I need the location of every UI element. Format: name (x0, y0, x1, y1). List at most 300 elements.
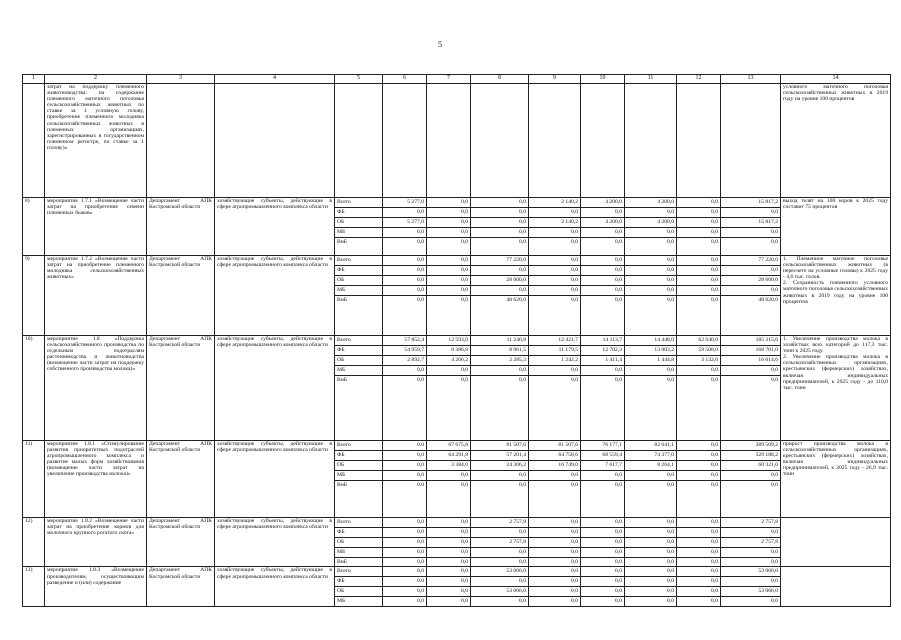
amount-value: 0,0 (427, 518, 470, 528)
amount-column (529, 567, 581, 607)
amount-column (529, 518, 581, 567)
amount-column (677, 518, 721, 567)
amount-value: 0,0 (721, 286, 780, 296)
amount-value: 0,0 (625, 256, 676, 266)
amount-column (529, 256, 581, 336)
amount-column (427, 567, 471, 607)
amount-value: 1 411,4 (581, 356, 624, 366)
amount-value: 5 277,0 (383, 198, 426, 208)
amount-value: 0,0 (771, 481, 778, 488)
amount-value: 0,0 (615, 598, 622, 605)
amount-value: 0,0 (711, 238, 718, 245)
amount-value: 53 066,0 (721, 587, 780, 597)
amount-value: 0,0 (571, 598, 578, 605)
amount-column (721, 256, 781, 336)
amount-column (625, 441, 677, 518)
amount-column (721, 84, 781, 198)
amount-column (581, 256, 625, 336)
amount-value: 0,0 (677, 208, 720, 218)
amount-value: 0,0 (383, 528, 426, 538)
amount-value: 0,0 (625, 266, 676, 276)
amount-column (721, 441, 781, 518)
amount-value: 0,0 (529, 518, 580, 528)
funding-source: ОБ (335, 276, 382, 286)
expected-result: условного маточного поголовья сельскохозяйственных животных в 2019 году на уровне 100 процентов (781, 84, 891, 198)
funding-source: ВнБ (337, 481, 347, 488)
amount-value: 28 600,0 (721, 276, 780, 286)
amount-value: 0,0 (529, 228, 580, 238)
amount-column (529, 441, 581, 518)
amount-value: 0,0 (771, 376, 778, 383)
amount-value: 0,0 (529, 538, 580, 548)
amount-value: 0,0 (417, 558, 424, 565)
amount-value: 0,0 (677, 518, 720, 528)
row-number: 11) (23, 441, 45, 518)
amount-column (721, 198, 781, 256)
amount-value: 0,0 (519, 481, 526, 488)
amount-value: 0,0 (383, 548, 426, 558)
amount-value: 0,0 (471, 548, 528, 558)
amount-value: 0,0 (677, 228, 720, 238)
amount-value: 0,0 (677, 451, 720, 461)
amount-column (471, 336, 529, 441)
measure-name: мероприятие 1.7.1 «Возмещение части затрат на приобретение семени племенных быков» (45, 198, 147, 256)
amount-value: 0,0 (529, 256, 580, 266)
recipients: хозяйствующие субъекты, действующие в сфере агропромышленного комплекса области (215, 198, 335, 256)
amount-value: 0,0 (677, 286, 720, 296)
funding-sources (335, 441, 383, 518)
amount-value: 0,0 (677, 266, 720, 276)
funding-source: Всего (335, 441, 382, 451)
funding-source: ОБ (335, 218, 382, 228)
amount-column (677, 336, 721, 441)
funding-source: Всего (335, 518, 382, 528)
amount-value: 0,0 (677, 218, 720, 228)
amount-value: 0,0 (711, 558, 718, 565)
header-cell: 10 (581, 75, 625, 84)
amount-value: 0,0 (471, 528, 528, 538)
amount-value: 74 377,0 (625, 451, 676, 461)
amount-value: 0,0 (427, 256, 470, 266)
amount-value: 11 246,8 (471, 336, 528, 346)
header-cell: 9 (529, 75, 581, 84)
amount-value: 0,0 (667, 376, 674, 383)
amount-value: 8 961,5 (471, 346, 528, 356)
amount-value: 0,0 (383, 441, 426, 451)
recipients: хозяйствующие субъекты, действующие в сфере агропромышленного комплекса области (215, 441, 335, 518)
funding-source: Всего (335, 256, 382, 266)
amount-column (427, 336, 471, 441)
amount-value: 0,0 (711, 481, 718, 488)
funding-source: ОБ (335, 461, 382, 471)
amount-column (581, 84, 625, 198)
amount-value: 0,0 (771, 238, 778, 245)
row-number: 10) (23, 336, 45, 441)
header-cell: 2 (45, 75, 147, 84)
amount-value: 0,0 (383, 538, 426, 548)
expected-result: прирост производства молока в сельскохозяйственных организациях, крестьянских (фермерских) хозяйствах, включая индивидуальных предпринимателей, к 2025 году - 26,9 тыс. тонн (781, 441, 891, 518)
amount-value: 0,0 (383, 286, 426, 296)
amount-value: 0,0 (471, 471, 528, 481)
funding-sources (335, 256, 383, 336)
amount-value: 4 200,0 (625, 218, 676, 228)
amount-value: 0,0 (383, 518, 426, 528)
amount-value: 0,0 (471, 286, 528, 296)
amount-value: 0,0 (427, 266, 470, 276)
amount-column (383, 336, 427, 441)
header-cell: 7 (427, 75, 471, 84)
amount-column (529, 198, 581, 256)
amount-value: 2 140,2 (529, 218, 580, 228)
amount-value: 185 315,6 (721, 336, 780, 346)
amount-value: 53 066,0 (471, 587, 528, 597)
amount-value: 0,0 (383, 461, 426, 471)
amount-value: 0,0 (471, 577, 528, 587)
amount-value: 0,0 (427, 471, 470, 481)
amount-value: 0,0 (427, 286, 470, 296)
amount-value: 8 386,8 (427, 346, 470, 356)
amount-value: 0,0 (677, 276, 720, 286)
amount-column (471, 518, 529, 567)
amount-value: 14 448,0 (625, 336, 676, 346)
amount-value: 16 614,6 (721, 356, 780, 366)
amount-value: 0,0 (427, 276, 470, 286)
recipients: хозяйствующие субъекты, действующие в сфере агропромышленного комплекса области (215, 336, 335, 441)
amount-value: 0,0 (427, 587, 470, 597)
table-row (23, 441, 891, 518)
amount-column (427, 84, 471, 198)
amount-value: 1 444,8 (625, 356, 676, 366)
amount-column (427, 518, 471, 567)
amount-value: 2 757,8 (721, 538, 780, 548)
amount-value: 0,0 (625, 538, 676, 548)
amount-value: 0,0 (667, 481, 674, 488)
table-row (23, 198, 891, 256)
amount-value: 0,0 (417, 296, 424, 303)
row-number: 8) (23, 198, 45, 256)
amount-value: 24 306,2 (471, 461, 528, 471)
header-cell: 1 (23, 75, 45, 84)
amount-value: 0,0 (625, 471, 676, 481)
amount-value: 0,0 (581, 538, 624, 548)
amount-value: 0,0 (677, 256, 720, 266)
amount-column (471, 84, 529, 198)
amount-value: 0,0 (471, 208, 528, 218)
amount-value: 0,0 (615, 376, 622, 383)
amount-column (625, 84, 677, 198)
amount-value: 0,0 (571, 238, 578, 245)
amount-column (625, 518, 677, 567)
recipients: хозяйствующие субъекты, действующие в сфере агропромышленного комплекса области (215, 518, 335, 567)
amount-value: 1 242,2 (529, 356, 580, 366)
amount-value: 0,0 (721, 548, 780, 558)
amount-value: 0,0 (581, 266, 624, 276)
amount-value: 0,0 (417, 598, 424, 605)
amount-column (677, 84, 721, 198)
header-cell: 4 (215, 75, 335, 84)
amount-value: 329 188,2 (721, 451, 780, 461)
amount-value: 0,0 (519, 238, 526, 245)
funding-sources (335, 84, 383, 198)
amount-value: 0,0 (581, 286, 624, 296)
amount-value: 0,0 (417, 238, 424, 245)
amount-value: 0,0 (417, 376, 424, 383)
amount-value: 0,0 (625, 276, 676, 286)
funding-source: МБ (335, 548, 382, 558)
amount-value: 0,0 (461, 598, 468, 605)
amount-column (427, 198, 471, 256)
measure-name: мероприятие 1.8 «Поддержка сельскохозяйственного производства по отдельным подотраслям растениеводства и животноводства (возмещение части затрат на поддержку собственного производства молока)» (45, 336, 147, 441)
amount-value: 14 113,7 (581, 336, 624, 346)
amount-value: 12 421,7 (529, 336, 580, 346)
amount-value: 0,0 (383, 587, 426, 597)
amount-column (471, 567, 529, 607)
amount-column (529, 84, 581, 198)
amount-column (529, 336, 581, 441)
executor (147, 84, 215, 198)
funding-source: ВнБ (337, 558, 347, 565)
amount-value: 0,0 (471, 266, 528, 276)
executor: Департамент АПК Костромской области (147, 198, 215, 256)
amount-value: 0,0 (677, 548, 720, 558)
amount-value: 2 757,8 (721, 518, 780, 528)
header-cell: 3 (147, 75, 215, 84)
program-table (22, 74, 891, 607)
amount-column (625, 256, 677, 336)
amount-value: 0,0 (677, 567, 720, 577)
executor: Департамент АПК Костромской области (147, 336, 215, 441)
amount-value: 0,0 (625, 286, 676, 296)
amount-value: 12 593,0 (427, 336, 470, 346)
expected-result: 1. Племенное маточное поголовье сельскохозяйственных животных (в пересчете на условные головы) к 2025 году - 4,6 тыс. голов. 2. Сохранность племенного условного маточного поголовья сельскохозяйственных животных в 2019 году на уровне 100 процентов (781, 256, 891, 336)
expected-result: 1. Увеличение производства молока в хозяйствах всех категорий до 117,3 тыс. тонн к 2025 году. 2. Увеличение производства молока в сельскохозяйственных организациях, крестьянских (фермерских) хозяйствах, включая индивидуальных предпринимателей, к 2025 году - до 110,0 тыс. тонн (781, 336, 891, 441)
amount-value: 0,0 (721, 228, 780, 238)
funding-source: Всего (335, 336, 382, 346)
amount-value: 0,0 (625, 577, 676, 587)
amount-value: 0,0 (427, 198, 470, 208)
amount-column (383, 198, 427, 256)
amount-column (625, 567, 677, 607)
amount-value: 0,0 (383, 577, 426, 587)
amount-value: 0,0 (677, 538, 720, 548)
funding-sources (335, 336, 383, 441)
amount-value: 0,0 (383, 567, 426, 577)
funding-sources (335, 518, 383, 567)
amount-value: 0,0 (615, 558, 622, 565)
amount-value: 0,0 (581, 567, 624, 577)
amount-column (471, 198, 529, 256)
amount-value: 0,0 (529, 276, 580, 286)
measure-name: затрат на поддержку племенного животноводства: на содержание племенного маточного поголовья сельскохозяйственных животных по ставке за 1 условную голову, приобретение племенного молодняка сельскохозяйственных животных в племенных организациях, зарегистрированных в государственном племенном регистре, по ставке за 1 голову)» (45, 84, 147, 198)
amount-value: 0,0 (581, 208, 624, 218)
funding-source: ОБ (335, 356, 382, 366)
amount-value: 0,0 (571, 296, 578, 303)
amount-value: 0,0 (677, 471, 720, 481)
amount-column (383, 441, 427, 518)
amount-column (383, 518, 427, 567)
funding-source: Всего (335, 198, 382, 208)
measure-name: мероприятие 1.8.3 «Возмещение производителям, осуществляющим разведение и (или) содержание (45, 567, 147, 607)
amount-value: 0,0 (667, 238, 674, 245)
amount-value: 0,0 (721, 577, 780, 587)
amount-value: 81 507,6 (471, 441, 528, 451)
amount-value: 0,0 (529, 548, 580, 558)
amount-value: 0,0 (461, 296, 468, 303)
amount-value: 81 507,6 (529, 441, 580, 451)
amount-value: 7 617,7 (581, 461, 624, 471)
amount-value: 0,0 (427, 218, 470, 228)
recipients (215, 84, 335, 198)
funding-sources (335, 198, 383, 256)
amount-value: 0,0 (571, 558, 578, 565)
amount-value: 0,0 (461, 558, 468, 565)
amount-value: 0,0 (625, 548, 676, 558)
amount-value: 60 321,0 (721, 461, 780, 471)
funding-source: ФБ (335, 208, 382, 218)
amount-value: 0,0 (471, 366, 528, 376)
amount-value: 0,0 (581, 528, 624, 538)
amount-value: 3 384,0 (427, 461, 470, 471)
amount-value: 0,0 (581, 228, 624, 238)
header-cell: 12 (677, 75, 721, 84)
amount-value: 0,0 (625, 208, 676, 218)
amount-value: 0,0 (529, 471, 580, 481)
amount-value: 0,0 (529, 528, 580, 538)
amount-column (581, 336, 625, 441)
amount-value: 0,0 (711, 296, 718, 303)
amount-value: 0,0 (721, 266, 780, 276)
amount-value: 0,0 (581, 518, 624, 528)
recipients: хозяйствующие субъекты, действующие в сфере агропромышленного комплекса области (215, 256, 335, 336)
table-row (23, 518, 891, 567)
amount-value: 5 277,0 (383, 218, 426, 228)
amount-column (677, 567, 721, 607)
amount-value: 0,0 (667, 558, 674, 565)
amount-value: 0,0 (625, 587, 676, 597)
amount-value: 389 509,2 (721, 441, 780, 451)
amount-value: 0,0 (677, 366, 720, 376)
amount-column (581, 198, 625, 256)
amount-value: 4 200,0 (581, 218, 624, 228)
amount-value: 12 702,3 (581, 346, 624, 356)
amount-column (721, 518, 781, 567)
table-row (23, 567, 891, 607)
amount-value: 0,0 (461, 481, 468, 488)
amount-value: 0,0 (625, 228, 676, 238)
amount-value: 57 201,4 (471, 451, 528, 461)
amount-value: 0,0 (471, 228, 528, 238)
header-cell: 8 (471, 75, 529, 84)
amount-value: 0,0 (529, 577, 580, 587)
amount-column (427, 441, 471, 518)
amount-value: 16 749,0 (529, 461, 580, 471)
amount-value: 0,0 (677, 461, 720, 471)
amount-value: 68 559,4 (581, 451, 624, 461)
amount-value: 0,0 (383, 471, 426, 481)
amount-value: 0,0 (417, 481, 424, 488)
amount-value: 64 291,8 (427, 451, 470, 461)
amount-value: 0,0 (581, 587, 624, 597)
amount-value: 0,0 (677, 441, 720, 451)
header-cell: 5 (335, 75, 383, 84)
amount-column (721, 567, 781, 607)
amount-value: 0,0 (667, 598, 674, 605)
amount-column (383, 567, 427, 607)
amount-value: 0,0 (615, 296, 622, 303)
amount-column (677, 198, 721, 256)
amount-column (581, 441, 625, 518)
amount-value: 2 285,3 (471, 356, 528, 366)
funding-source: ОБ (335, 587, 382, 597)
amount-value: 76 177,1 (581, 441, 624, 451)
amount-value: 2 757,8 (471, 518, 528, 528)
amount-value: 28 600,0 (471, 276, 528, 286)
amount-column (427, 256, 471, 336)
amount-value: 0,0 (383, 366, 426, 376)
funding-source: МБ (335, 286, 382, 296)
funding-source: МБ (335, 228, 382, 238)
amount-value: 0,0 (581, 276, 624, 286)
page-number: 5 (438, 40, 442, 49)
amount-value: 64 758,6 (529, 451, 580, 461)
expected-result: выход телят на 100 коров к 2025 году составит 75 процентов (781, 198, 891, 256)
amount-value: 0,0 (519, 558, 526, 565)
header-cell: 14 (781, 75, 891, 84)
amount-value: 0,0 (383, 228, 426, 238)
amount-value: 0,0 (625, 528, 676, 538)
amount-value: 2 140,2 (529, 198, 580, 208)
amount-value: 0,0 (427, 577, 470, 587)
amount-value: 8 264,1 (625, 461, 676, 471)
funding-source: ФБ (335, 528, 382, 538)
amount-value: 77 220,0 (721, 256, 780, 266)
amount-value: 0,0 (677, 577, 720, 587)
row-number: 13) (23, 567, 45, 607)
recipients: хозяйствующие субъекты, действующие в сфере агропромышленного комплекса области (215, 567, 335, 607)
funding-source: МБ (337, 598, 346, 605)
amount-column (383, 84, 427, 198)
expected-result (781, 567, 891, 607)
amount-value: 0,0 (667, 296, 674, 303)
amount-value: 4 200,0 (581, 198, 624, 208)
amount-column (581, 567, 625, 607)
amount-value: 3 132,0 (677, 356, 720, 366)
amount-value: 0,0 (615, 238, 622, 245)
amount-value: 0,0 (529, 286, 580, 296)
amount-value: 0,0 (427, 538, 470, 548)
amount-value: 0,0 (427, 528, 470, 538)
amount-value: 0,0 (721, 528, 780, 538)
amount-value: 0,0 (427, 228, 470, 238)
amount-value: 0,0 (721, 366, 780, 376)
amount-value: 0,0 (461, 376, 468, 383)
amount-value: 0,0 (383, 266, 426, 276)
funding-source: ВнБ (337, 376, 347, 383)
amount-value: 67 675,8 (427, 441, 470, 451)
amount-value: 59 508,0 (677, 346, 720, 356)
amount-value: 0,0 (571, 376, 578, 383)
amount-value: 4 206,2 (427, 356, 470, 366)
amount-value: 0,0 (625, 518, 676, 528)
funding-source: МБ (335, 471, 382, 481)
amount-value: 0,0 (427, 366, 470, 376)
amount-value: 0,0 (581, 471, 624, 481)
amount-column (677, 441, 721, 518)
amount-value: 0,0 (383, 451, 426, 461)
amount-value: 0,0 (471, 218, 528, 228)
measure-name: мероприятие 1.8.2 «Возмещение части затрат на приобретение кормов для молочного крупного рогатого скота» (45, 518, 147, 567)
amount-value: 0,0 (427, 548, 470, 558)
